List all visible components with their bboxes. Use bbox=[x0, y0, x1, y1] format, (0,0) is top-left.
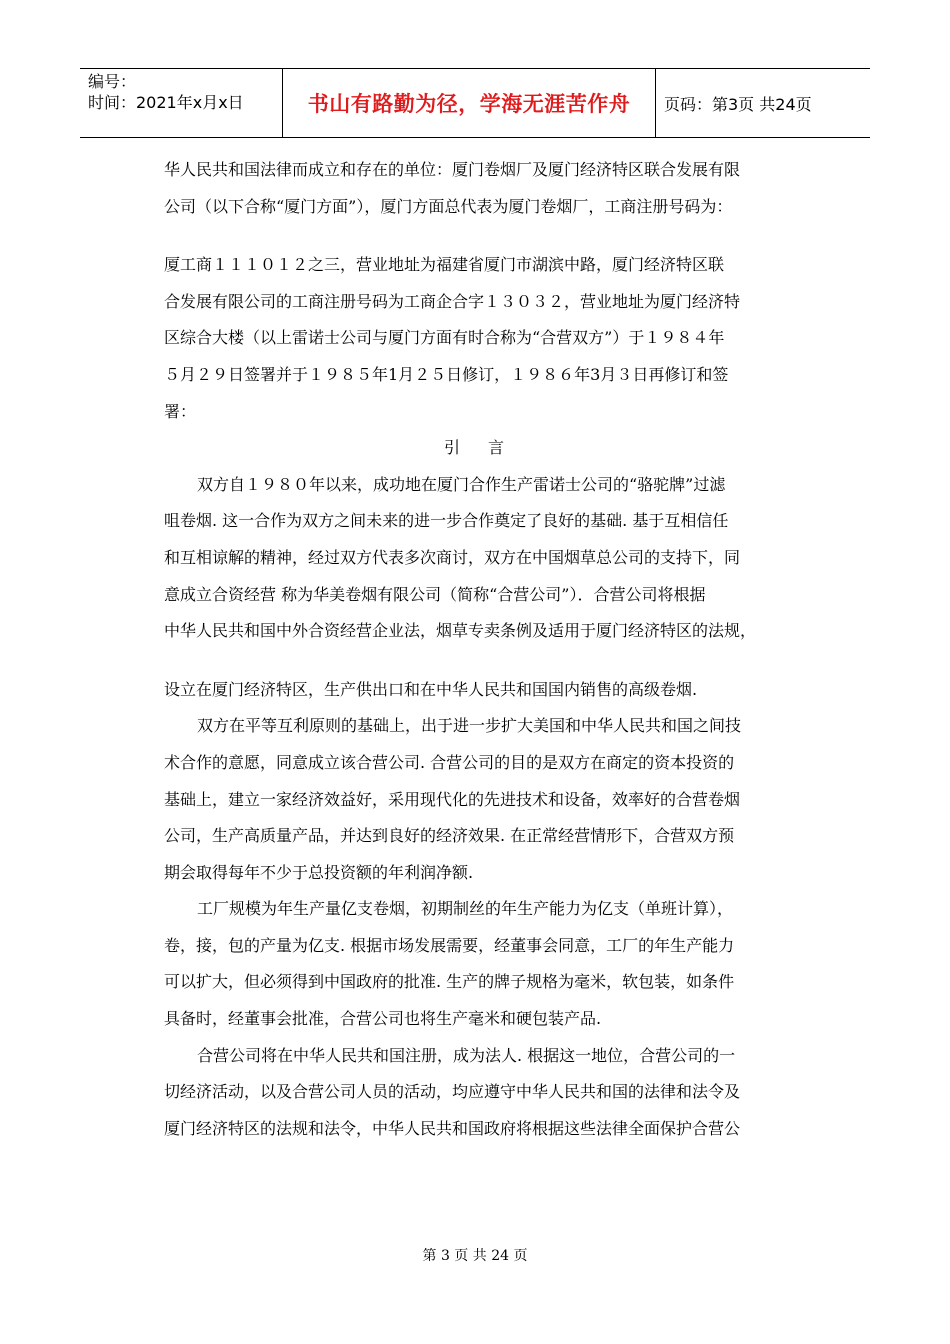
body-line: 切经济活动，以及合营公司人员的活动，均应遵守中华人民共和国的法律和法令及 bbox=[164, 1082, 741, 1102]
body-line: 公司，生产高质量产品，并达到良好的经济效果. 在正常经营情形下，合营双方预 bbox=[164, 826, 735, 846]
body-line: 设立在厦门经济特区，生产供出口和在中华人民共和国国内销售的高级卷烟. bbox=[164, 679, 698, 699]
header-motto: 书山有路勤为径，学海无涯苦作舟 bbox=[282, 69, 656, 137]
header-meta bbox=[80, 69, 282, 137]
body-line: 卷，接，包的产量为亿支. 根据市场发展需要，经董事会同意，工厂的年生产能力 bbox=[164, 935, 735, 955]
document-number-label: 编号： bbox=[88, 72, 137, 91]
body-line: 合营公司将在中华人民共和国注册，成为法人. 根据这一地位，合营公司的一 bbox=[197, 1045, 736, 1065]
document-body bbox=[164, 152, 784, 1147]
document-time-label: 时间：2021年x月x日 bbox=[88, 93, 244, 112]
body-line: 署： bbox=[164, 401, 197, 421]
body-line: 区综合大楼（以上雷诺士公司与厦门方面有时合称为“合营双方”）于１９８４年 bbox=[164, 328, 725, 348]
body-line: 期会取得每年不少于总投资额的年利润净额. bbox=[164, 862, 474, 882]
body-line: 中华人民共和国中外合资经营企业法，烟草专卖条例及适用于厦门经济特区的法规， bbox=[164, 621, 757, 641]
body-line: 双方在平等互利原则的基础上，出于进一步扩大美国和中华人民共和国之间技 bbox=[197, 716, 742, 736]
page-footer: 第 3 页 共 24 页 bbox=[422, 1248, 528, 1264]
body-line: 合发展有限公司的工商注册号码为工商企合字１３０３２，营业地址为厦门经济特 bbox=[164, 291, 741, 311]
body-line: 基础上，建立一家经济效益好，采用现代化的先进技术和设备，效率好的合营卷烟 bbox=[164, 789, 741, 809]
header-page-info: 页码：第3页 共24页 bbox=[664, 94, 812, 114]
body-line: 公司（以下合称“厦门方面”），厦门方面总代表为厦门卷烟厂，工商注册号码为： bbox=[164, 196, 733, 216]
body-line: 厦工商１１１０１２之三，营业地址为福建省厦门市湖滨中路，厦门经济特区联 bbox=[164, 255, 725, 275]
body-line: 具备时，经董事会批准，合营公司也将生产毫米和硬包装产品. bbox=[164, 1009, 602, 1029]
body-line: 意成立合资经营 称为华美卷烟有限公司（简称“合营公司”）．合营公司将根据 bbox=[164, 584, 706, 604]
section-heading: 引言 bbox=[443, 438, 532, 458]
body-line: 华人民共和国法律而成立和存在的单位：厦门卷烟厂及厦门经济特区联合发展有限 bbox=[164, 160, 741, 179]
body-line: 可以扩大，但必须得到中国政府的批准. 生产的牌子规格为毫米，软包装，如条件 bbox=[164, 972, 735, 992]
body-line: 双方自１９８０年以来，成功地在厦门合作生产雷诺士公司的“骆驼牌”过滤 bbox=[197, 474, 726, 494]
body-line: ５月２９日签署并于１９８５年1月２５日修订，１９８６年3月３日再修订和签 bbox=[164, 364, 729, 384]
body-line: 术合作的意愿，同意成立该合营公司. 合营公司的目的是双方在商定的资本投资的 bbox=[164, 752, 735, 772]
body-line: 厦门经济特区的法规和法令，中华人民共和国政府将根据这些法律全面保护合营公 bbox=[164, 1118, 741, 1138]
page-header bbox=[80, 68, 870, 138]
body-line: 咀卷烟. 这一合作为双方之间未来的进一步合作奠定了良好的基础. 基于互相信任 bbox=[164, 511, 729, 531]
body-line: 工厂规模为年生产量亿支卷烟，初期制丝的年生产能力为亿支（单班计算）， bbox=[197, 899, 734, 919]
body-line: 和互相谅解的精神，经过双方代表多次商讨，双方在中国烟草总公司的支持下，同 bbox=[164, 547, 741, 567]
